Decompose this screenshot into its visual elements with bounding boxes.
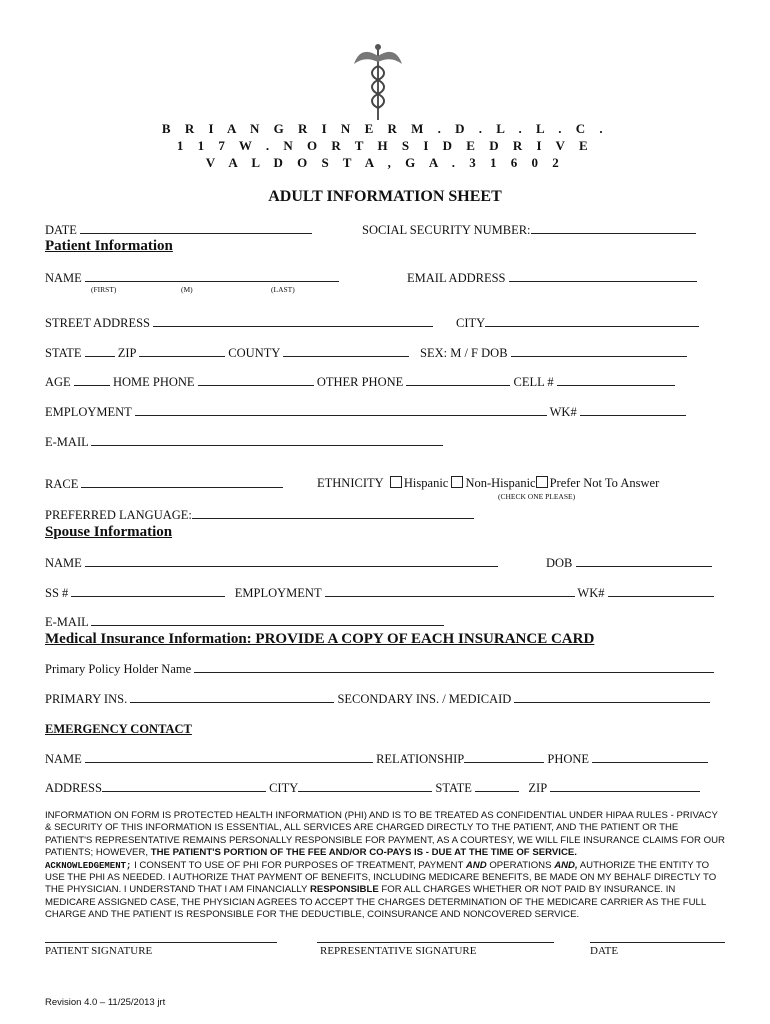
city-input[interactable] bbox=[485, 316, 699, 327]
secondary-ins-input[interactable] bbox=[514, 692, 710, 703]
revision-note: Revision 4.0 – 11/25/2013 jrt bbox=[45, 997, 166, 1008]
spouse-employment-label: EMPLOYMENT bbox=[234, 586, 322, 600]
language-label: PREFERRED LANGUAGE: bbox=[45, 508, 192, 522]
wk-label: WK# bbox=[549, 405, 577, 419]
spouse-email-input[interactable] bbox=[91, 615, 444, 626]
spouse-ss-label: SS # bbox=[45, 586, 69, 600]
emergency-name-input[interactable] bbox=[85, 752, 373, 763]
age-input[interactable] bbox=[74, 375, 110, 386]
date-field[interactable] bbox=[45, 223, 312, 238]
spouse-email-label: E-MAIL bbox=[45, 615, 89, 629]
practice-address: 1 1 7 W . N O R T H S I D E D R I V E bbox=[176, 138, 594, 153]
emergency-city-input[interactable] bbox=[298, 781, 432, 792]
acknowledgement-label: ACKNOWLEDGEMENT; bbox=[45, 860, 132, 871]
check-one-hint: (CHECK ONE PLEASE) bbox=[498, 492, 576, 501]
emergency-state-input[interactable] bbox=[475, 781, 519, 792]
spouse-ss-input[interactable] bbox=[71, 586, 225, 597]
eth-prefer-not-option[interactable]: Prefer Not To Answer bbox=[536, 476, 660, 490]
date-label: DATE bbox=[45, 223, 77, 237]
spouse-ss-row bbox=[45, 586, 714, 601]
name-input[interactable] bbox=[85, 271, 339, 282]
patient-signature-line[interactable] bbox=[45, 942, 277, 943]
nonhispanic-checkbox[interactable] bbox=[451, 476, 463, 488]
notice-text-2d: FOR ALL CHARGES WHETHER OR NOT PAID BY INSURANCE. IN MEDICARE ASSIGNED CASE, THE PHYSICIAN AGREES TO ACCEPT THE CHARGES DETERMINATION OF THE MEDICARE CARRIER AS THE FULL CHARGE AND THE PATIENT IS RESPONSIBLE FOR THE DEDUCTIBLE, COINSURANCE AND NONCOVERED SERVICE. bbox=[45, 884, 706, 921]
patient-name-field[interactable] bbox=[45, 271, 339, 286]
county-input[interactable] bbox=[283, 346, 409, 357]
notice-text-2c: AUTHORIZE THE ENTITY TO USE THE PHI AS NEEDED. I AUTHORIZE THAT PAYMENT OF BENEFITS, INCLUDING MEDICARE BENEFITS, BE MADE ON MY BEHALF DIRECTLY TO THE PHYSICIAN. I UNDERSTAND THAT I AM FINANCIALLY bbox=[45, 859, 717, 896]
emergency-address-row bbox=[45, 781, 700, 796]
name-label: NAME bbox=[45, 271, 82, 285]
emergency-heading: EMERGENCY CONTACT bbox=[45, 722, 192, 736]
state-row bbox=[45, 346, 409, 361]
spouse-employment-input[interactable] bbox=[325, 586, 575, 597]
emergency-name-row bbox=[45, 752, 708, 767]
spouse-dob-label: DOB bbox=[546, 556, 573, 570]
email-label: EMAIL ADDRESS bbox=[407, 271, 506, 285]
caduceus-icon bbox=[352, 42, 404, 122]
dob-label: DOB bbox=[481, 346, 508, 360]
zip-input[interactable] bbox=[139, 346, 225, 357]
notice-text-2a: I CONSENT TO USE OF PHI FOR PURPOSES OF TREATMENT, PAYMENT bbox=[134, 859, 464, 871]
prefer-not-checkbox[interactable] bbox=[536, 476, 548, 488]
cell-label: CELL # bbox=[513, 375, 554, 389]
practice-city: V A L D O S T A , G A . 3 1 6 0 2 bbox=[205, 155, 565, 170]
ssn-field[interactable] bbox=[362, 223, 696, 238]
email2-label: E-MAIL bbox=[45, 435, 89, 449]
spouse-name-label: NAME bbox=[45, 556, 82, 570]
phone-row bbox=[45, 375, 675, 390]
emergency-state-label: STATE bbox=[435, 781, 472, 795]
spouse-wk-label: WK# bbox=[577, 586, 605, 600]
home-phone-label: HOME PHONE bbox=[112, 375, 195, 389]
email2-input[interactable] bbox=[91, 435, 443, 446]
notice-text-2b: OPERATIONS bbox=[489, 859, 552, 871]
policy-holder-label: Primary Policy Holder Name bbox=[45, 662, 192, 676]
name-m-hint: (M) bbox=[181, 285, 193, 294]
notice-and-2: AND, bbox=[554, 859, 578, 871]
notice-and-1: AND bbox=[465, 859, 487, 871]
race-input[interactable] bbox=[81, 477, 283, 488]
emergency-address-input[interactable] bbox=[102, 781, 266, 792]
ethnicity-row bbox=[317, 476, 659, 491]
age-label: AGE bbox=[45, 375, 71, 389]
street-label: STREET ADDRESS bbox=[45, 316, 150, 330]
other-phone-label: OTHER PHONE bbox=[316, 375, 404, 389]
form-title: ADULT INFORMATION SHEET bbox=[268, 188, 502, 205]
hipaa-notice bbox=[45, 810, 725, 922]
eth-hispanic-option[interactable]: Hispanic bbox=[390, 476, 448, 490]
patient-heading: Patient Information bbox=[45, 238, 173, 254]
notice-bold-due: THE PATIENT'S PORTION OF THE FEE AND/OR CO-PAYS IS - DUE AT THE TIME OF SERVICE. bbox=[150, 847, 577, 859]
state-input[interactable] bbox=[85, 346, 115, 357]
representative-signature-label: REPRESENTATIVE SIGNATURE bbox=[320, 945, 477, 957]
email-input[interactable] bbox=[509, 271, 697, 282]
language-input[interactable] bbox=[192, 508, 474, 519]
relationship-input[interactable] bbox=[464, 752, 544, 763]
insurance-heading: Medical Insurance Information: PROVIDE A COPY OF EACH INSURANCE CARD bbox=[45, 631, 595, 647]
sex-dob-row bbox=[420, 346, 687, 361]
signature-date-line[interactable] bbox=[590, 942, 725, 943]
date-input[interactable] bbox=[80, 223, 312, 234]
practice-name: B R I A N G R I N E R M . D . L . L . C . bbox=[161, 121, 609, 136]
name-last-hint: (LAST) bbox=[271, 285, 295, 294]
spouse-dob-input[interactable] bbox=[576, 556, 712, 567]
ins-row bbox=[45, 692, 710, 707]
street-field[interactable] bbox=[45, 316, 433, 331]
hispanic-checkbox[interactable] bbox=[390, 476, 402, 488]
city-label: CITY bbox=[456, 316, 486, 330]
relationship-label: RELATIONSHIP bbox=[376, 752, 465, 766]
spouse-email-row bbox=[45, 615, 444, 630]
sex-label[interactable]: SEX: M / F bbox=[420, 346, 479, 360]
notice-text-1: INFORMATION ON FORM IS PROTECTED HEALTH INFORMATION (PHI) AND IS TO BE TREATED AS CONFIDENTIAL UNDER HIPAA RULES - PRIVACY & SECURITY OF THIS INFORMATION IS ESSENTIAL, ALL SERVICES ARE CHARGED DIRECTLY TO THE PATIENT, AND THE PATIENT OR THE PATIENT'S REPRESENTATIVE REMAINS PERSONALLY RESPONSIBLE FOR PAYMENT, AS A COURTESY, WE WILL FILE INSURANCE CLAIMS FOR OUR PATIENTS; HOWEVER, bbox=[45, 810, 725, 859]
emergency-name-label: NAME bbox=[45, 752, 82, 766]
policy-holder-row bbox=[45, 662, 714, 677]
email-field[interactable] bbox=[407, 271, 697, 286]
zip-label: ZIP bbox=[117, 346, 137, 360]
representative-signature-line[interactable] bbox=[317, 942, 554, 943]
emergency-phone-label: PHONE bbox=[547, 752, 590, 766]
ssn-input[interactable] bbox=[531, 223, 696, 234]
home-phone-input[interactable] bbox=[198, 375, 314, 386]
emergency-zip-input[interactable] bbox=[550, 781, 700, 792]
state-label: STATE bbox=[45, 346, 82, 360]
race-label: RACE bbox=[45, 477, 79, 491]
ssn-label: SOCIAL SECURITY NUMBER: bbox=[362, 223, 531, 237]
spouse-wk-input[interactable] bbox=[608, 586, 714, 597]
cell-input[interactable] bbox=[557, 375, 675, 386]
county-label: COUNTY bbox=[228, 346, 280, 360]
primary-ins-label: PRIMARY INS. bbox=[45, 692, 128, 706]
language-row bbox=[45, 508, 474, 523]
email2-row bbox=[45, 435, 443, 450]
spouse-dob-row bbox=[546, 556, 712, 571]
city-field[interactable] bbox=[456, 316, 699, 331]
emergency-zip-label: ZIP bbox=[528, 781, 547, 795]
name-first-hint: (FIRST) bbox=[91, 285, 117, 294]
policy-holder-input[interactable] bbox=[194, 662, 714, 673]
wk-input[interactable] bbox=[580, 405, 686, 416]
employment-label: EMPLOYMENT bbox=[45, 405, 132, 419]
race-row bbox=[45, 477, 283, 492]
dob-input[interactable] bbox=[511, 346, 687, 357]
emergency-phone-input[interactable] bbox=[592, 752, 708, 763]
eth-nonhispanic-option[interactable]: Non-Hispanic bbox=[451, 476, 535, 490]
ethnicity-label: ETHNICITY bbox=[317, 476, 384, 490]
notice-responsible: RESPONSIBLE bbox=[309, 884, 379, 896]
emergency-address-label: ADDRESS bbox=[45, 781, 102, 795]
spouse-heading: Spouse Information bbox=[45, 524, 173, 540]
street-input[interactable] bbox=[153, 316, 433, 327]
employment-input[interactable] bbox=[135, 405, 547, 416]
emergency-city-label: CITY bbox=[269, 781, 299, 795]
spouse-name-row bbox=[45, 556, 498, 571]
primary-ins-input[interactable] bbox=[130, 692, 334, 703]
employment-row bbox=[45, 405, 686, 420]
other-phone-input[interactable] bbox=[406, 375, 510, 386]
signature-date-label: DATE bbox=[590, 945, 619, 957]
patient-signature-label: PATIENT SIGNATURE bbox=[45, 945, 153, 957]
spouse-name-input[interactable] bbox=[85, 556, 498, 567]
secondary-ins-label: SECONDARY INS. / MEDICAID bbox=[337, 692, 512, 706]
